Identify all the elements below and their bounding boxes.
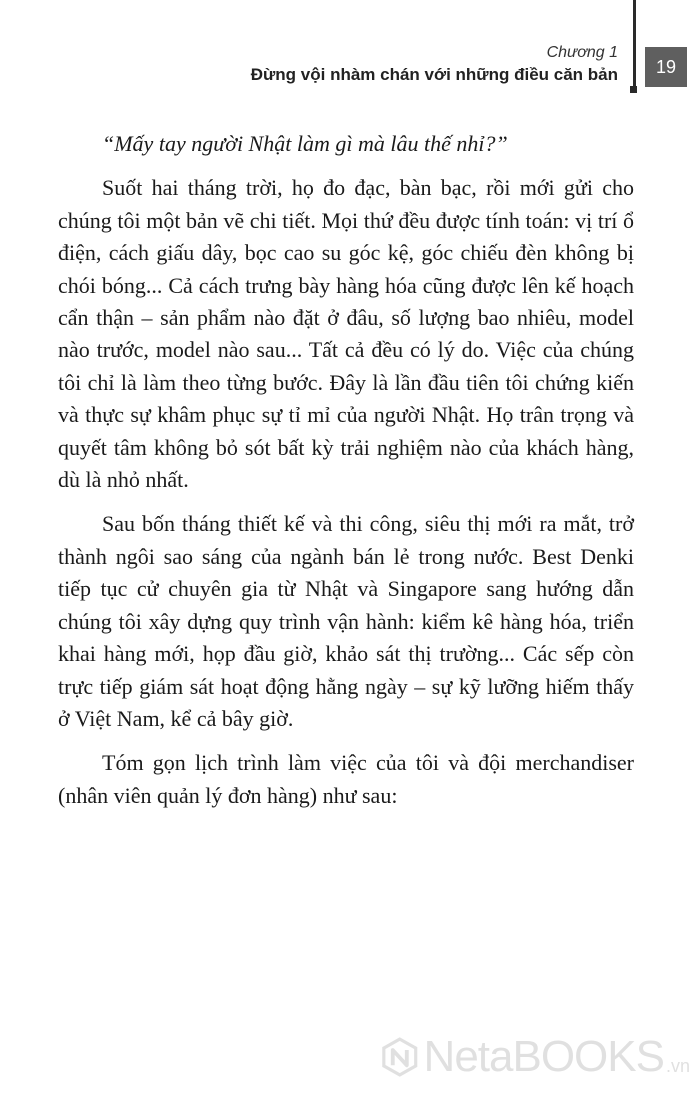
watermark-text: NetaBOOKS <box>423 1032 664 1081</box>
header-dot <box>630 86 637 93</box>
chapter-label: Chương 1 <box>546 44 618 61</box>
paragraph: Suốt hai tháng trời, họ đo đạc, bàn bạc, rồi mới gửi cho chúng tôi một bản vẽ chi tiết. Mọi thứ đều được tính toán: vị trí ổ điện, cách giấu dây, bọc cao su góc kệ, góc chiếu đèn không bị chói bóng... Cả cách trưng bày hàng hóa cũng được lên kế hoạch cẩn thận – sản phẩm nào đặt ở đâu, số lượng bao nhiêu, model nào trước, model nào sau... Tất cả đều có lý do. Việc của chúng tôi chỉ là làm theo từng bước. Đây là lần đầu tiên tôi chứng kiến và thực sự khâm phục sự tỉ mỉ của người Nhật. Họ trân trọng và quyết tâm không bỏ sót bất kỳ trải nghiệm nào của khách hàng, dù là nhỏ nhất. <box>58 175 634 493</box>
chapter-subtitle: Đừng vội nhàm chán với những điều căn bản <box>250 65 618 84</box>
watermark-suffix: .vn <box>665 1055 690 1076</box>
page-number: 19 <box>645 47 687 87</box>
paragraph: Tóm gọn lịch trình làm việc của tôi và đội merchandiser (nhân viên quản lý đơn hàng) như sau: <box>58 750 634 808</box>
header-rule <box>633 0 636 88</box>
netabooks-logo-icon <box>380 1026 420 1088</box>
paragraph-quote: “Mấy tay người Nhật làm gì mà lâu thế nhỉ?” <box>102 131 508 156</box>
body-text <box>58 128 634 824</box>
watermark <box>380 1022 690 1092</box>
paragraph: Sau bốn tháng thiết kế và thi công, siêu thị mới ra mắt, trở thành ngôi sao sáng của ngành bán lẻ trong nước. Best Denki tiếp tục cử chuyên gia từ Nhật và Singapore sang hướng dẫn chúng tôi xây dựng quy trình vận hành: kiểm kê hàng hóa, triển khai hàng mới, họp đầu giờ, khảo sát thị trường... Các sếp còn trực tiếp giám sát hoạt động hằng ngày – sự kỹ lưỡng hiếm thấy ở Việt Nam, kể cả bây giờ. <box>58 511 634 731</box>
